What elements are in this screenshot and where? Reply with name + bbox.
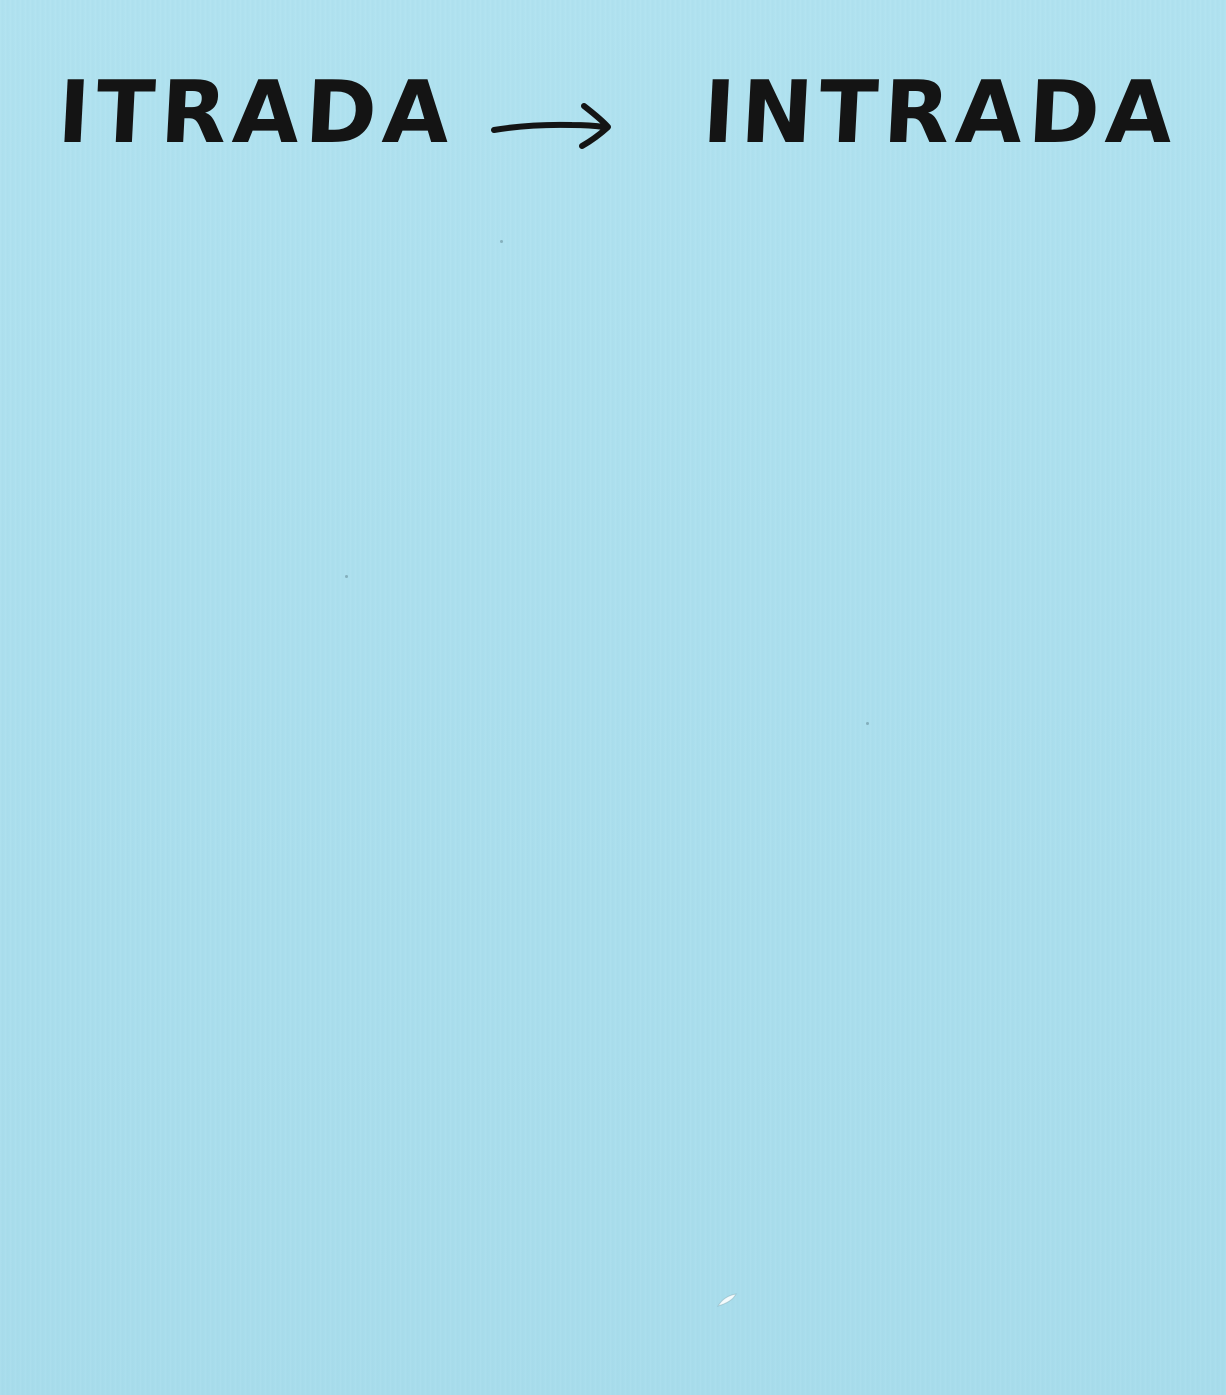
- paper-nick-mark: [716, 1292, 738, 1308]
- handwritten-correction: [50, 52, 1181, 182]
- word-after: INTRADA: [700, 63, 1181, 163]
- right-arrow-icon: [490, 100, 630, 150]
- word-before: ITRADA: [55, 63, 459, 163]
- paper-speck: [866, 722, 869, 725]
- paper-speck: [500, 240, 503, 243]
- paper-speck: [345, 575, 348, 578]
